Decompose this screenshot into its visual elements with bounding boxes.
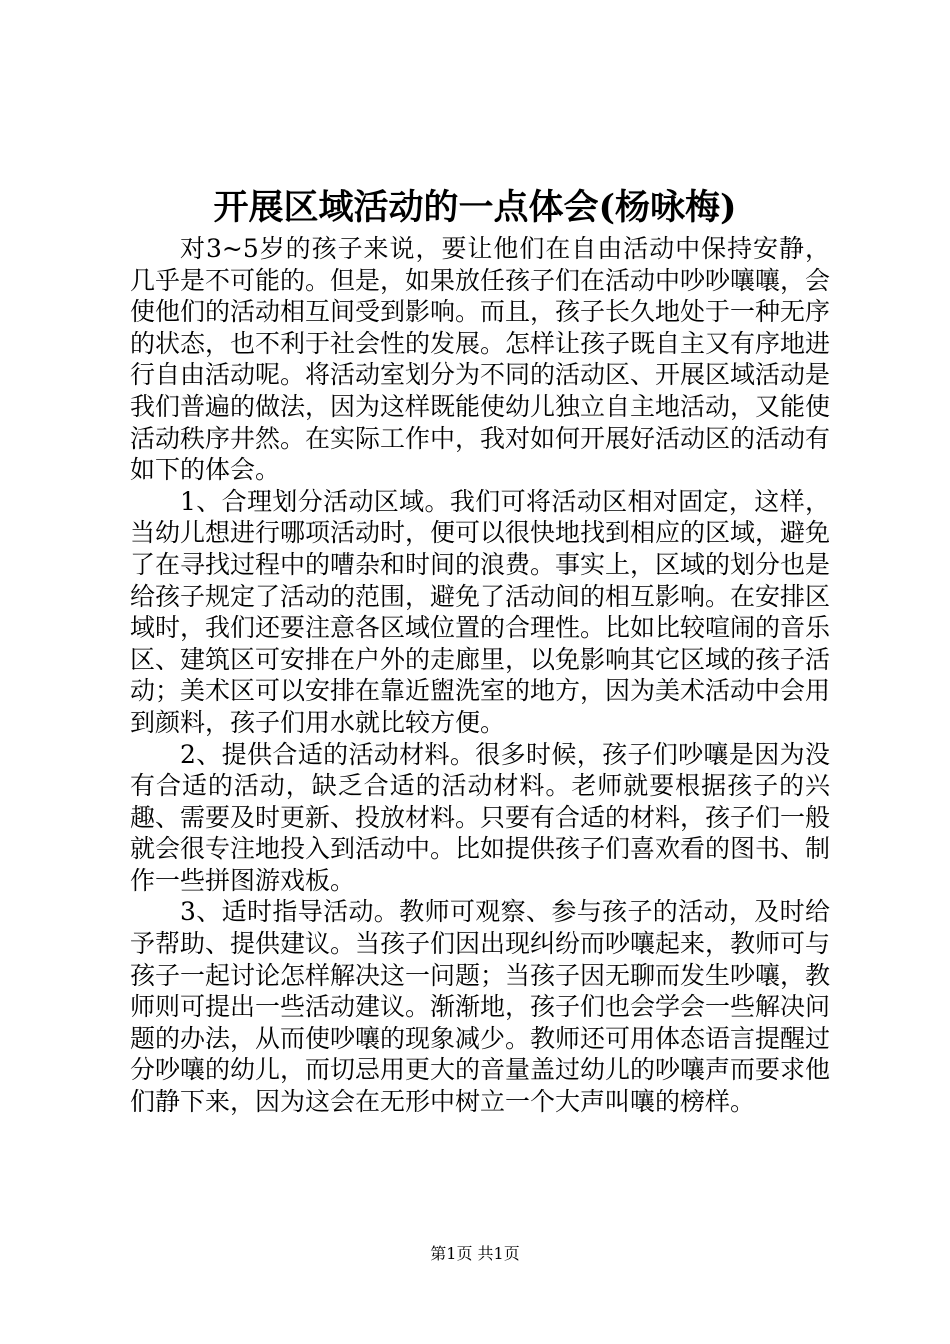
document-title: 开展区域活动的一点体会(杨咏梅)	[213, 187, 737, 228]
document-body	[130, 233, 830, 1118]
paragraph-intro: 对3~5岁的孩子来说，要让他们在自由活动中保持安静，几乎是不可能的。但是，如果放任孩子们在活动中吵吵嚷嚷，会使他们的活动相互间受到影响。而且，孩子长久地处于一种无序的状态，也不利于社会性的发展。怎样让孩子既自主又有序地进行自由活动呢。将活动室划分为不同的活动区、开展区域活动是我们普遍的做法，因为这样既能使幼儿独立自主地活动，又能使活动秩序井然。在实际工作中，我对如何开展好活动区的活动有如下的体会。	[130, 234, 831, 485]
paragraph-point-2: 2、提供合适的活动材料。很多时候，孩子们吵嚷是因为没有合适的活动，缺乏合适的活动材料。老师就要根据孩子的兴趣、需要及时更新、投放材料。只要有合适的材料，孩子们一般就会很专注地投入到活动中。比如提供孩子们喜欢看的图书、制作一些拼图游戏板。	[130, 739, 831, 895]
page-number-footer: 第1页 共1页	[430, 1244, 520, 1263]
paragraph-point-1: 1、合理划分活动区域。我们可将活动区相对固定，这样，当幼儿想进行哪项活动时，便可以很快地找到相应的区域，避免了在寻找过程中的嘈杂和时间的浪费。事实上，区域的划分也是给孩子规定了活动的范围，避免了活动间的相互影响。在安排区域时，我们还要注意各区域位置的合理性。比如比较喧闹的音乐区、建筑区可安排在户外的走廊里，以免影响其它区域的孩子活动；美术区可以安排在靠近盥洗室的地方，因为美术活动中会用到颜料，孩子们用水就比较方便。	[130, 486, 831, 737]
paragraph-point-3: 3、适时指导活动。教师可观察、参与孩子的活动，及时给予帮助、提供建议。当孩子们因出现纠纷而吵嚷起来，教师可与孩子一起讨论怎样解决这一问题；当孩子因无聊而发生吵嚷，教师则可提出一些活动建议。渐渐地，孩子们也会学会一些解决问题的办法，从而使吵嚷的现象减少。教师还可用体态语言提醒过分吵嚷的幼儿，而切忌用更大的音量盖过幼儿的吵嚷声而要求他们静下来，因为这会在无形中树立一个大声叫嚷的榜样。	[130, 897, 831, 1117]
